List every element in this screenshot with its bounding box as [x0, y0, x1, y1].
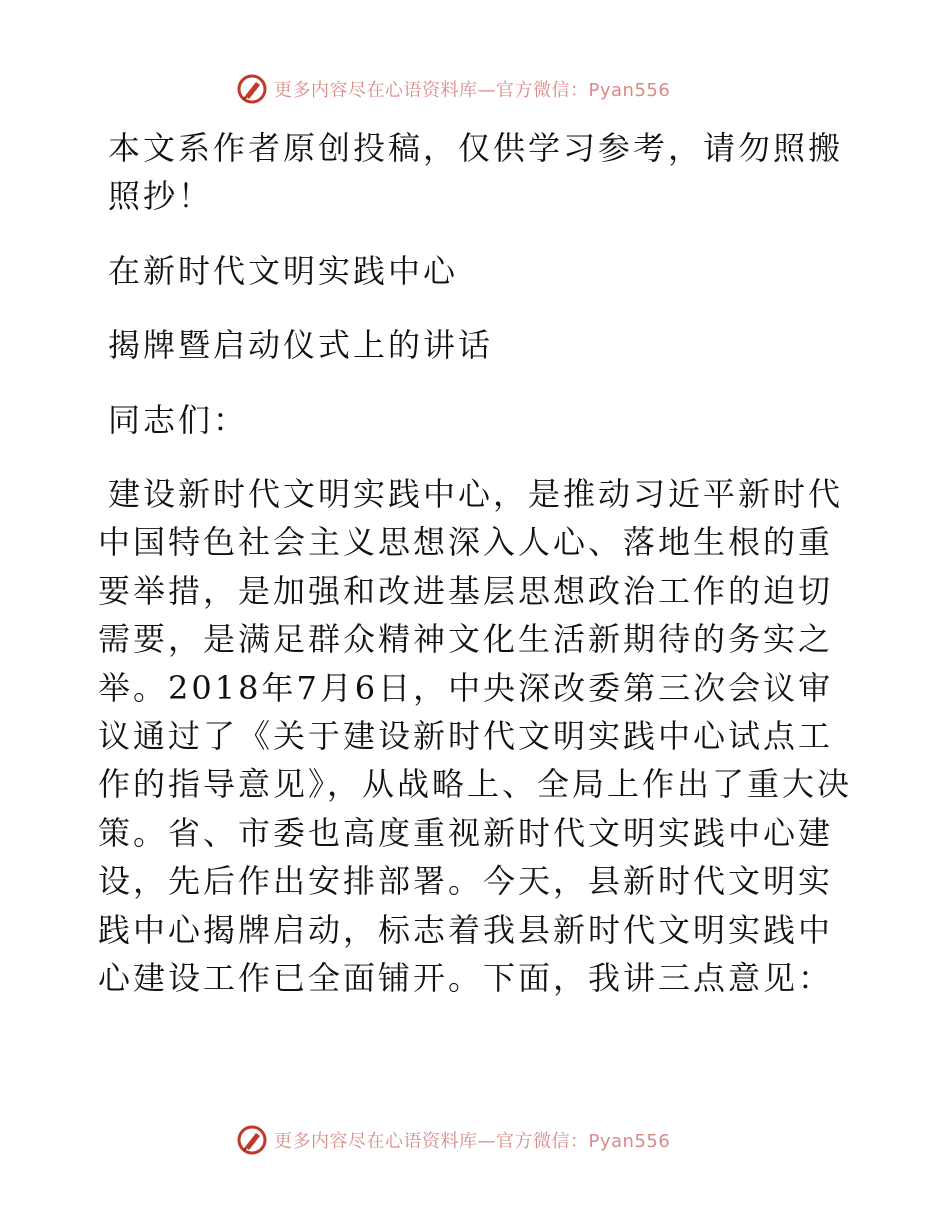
watermark-footer — [236, 1123, 670, 1157]
watermark-text: 更多内容尽在心语资料库—官方微信：Pyan556 — [274, 80, 671, 101]
salutation: 同志们： — [108, 400, 249, 439]
watermark-text: 更多内容尽在心语资料库—官方微信：Pyan556 — [274, 1131, 671, 1152]
document-body — [98, 124, 856, 1003]
body-paragraph — [98, 470, 856, 1002]
copyright-notice: 本文系作者原创投稿，仅供学习参考，请勿照搬照抄！ — [108, 129, 844, 216]
watermark-header — [236, 72, 670, 106]
speech-title-line-2: 揭牌暨启动仪式上的讲话 — [108, 326, 494, 365]
pen-logo-icon — [236, 73, 268, 105]
body-paragraph-text: 建设新时代文明实践中心，是推动习近平新时代中国特色社会主义思想深入人心、落地生根的重要举措，是加强和改进基层思想政治工作的迫切需要，是满足群众精神文化生活新期待的务实之举。2018年7月6日，中央深改委第三次会议审议通过了《关于建设新时代文明实践中心试点工作的指导意见》，从战略上、全局上作出了重大决策。省、市委也高度重视新时代文明实践中心建设，先后作出安排部署。今天，县新时代文明实践中心揭牌启动，标志着我县新时代文明实践中心建设工作已全面铺开。下面，我讲三点意见： — [98, 475, 853, 998]
speech-title-line-1: 在新时代文明实践中心 — [108, 251, 459, 290]
pen-logo-icon — [236, 1124, 268, 1156]
